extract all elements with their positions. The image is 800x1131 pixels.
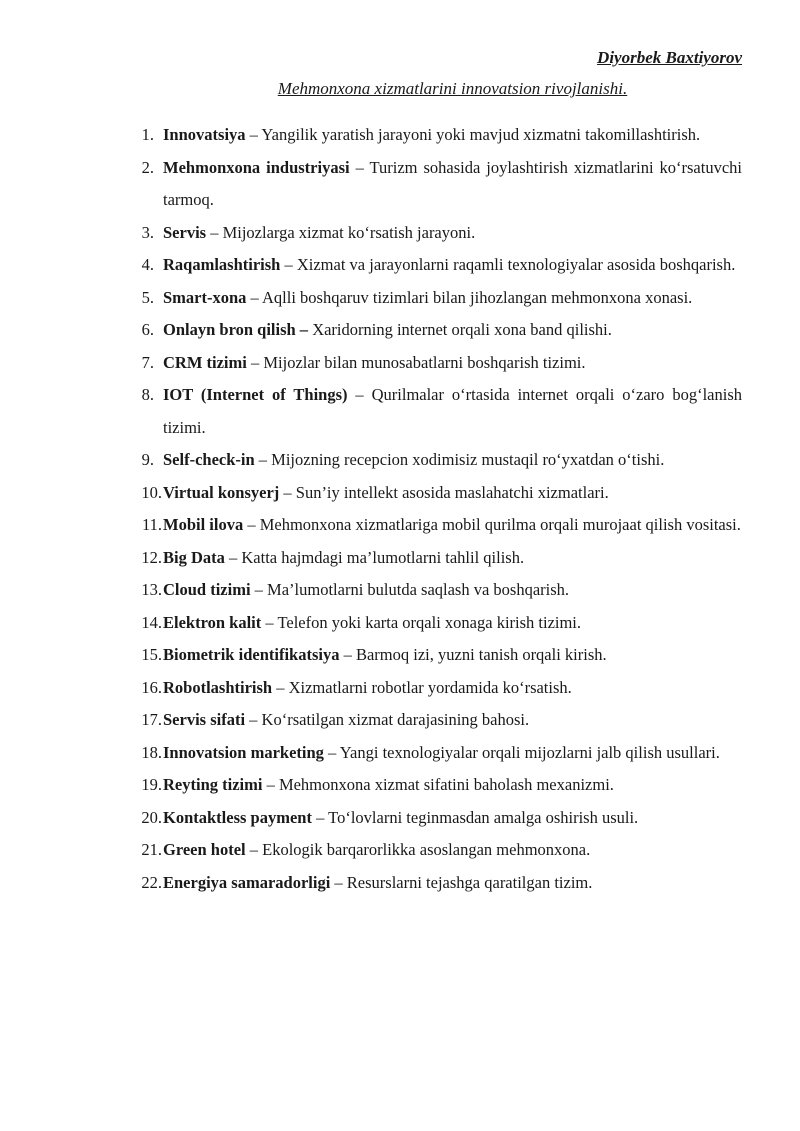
- term-name: Virtual konsyerj: [163, 482, 280, 502]
- term-separator: –: [224, 547, 242, 567]
- term-separator: –: [323, 742, 340, 762]
- term-number: 9.: [141, 450, 154, 469]
- term-name: Smart-xona: [163, 287, 247, 307]
- term-number: 3.: [141, 222, 154, 242]
- term-name: Innovatsiya: [163, 125, 246, 144]
- term-number: 16.: [141, 677, 162, 697]
- term-separator: –: [279, 482, 296, 502]
- term-number: 7.: [141, 352, 154, 372]
- term-separator: –: [272, 677, 289, 697]
- term-number: 13.: [141, 580, 162, 599]
- term-number: 21.: [141, 840, 162, 859]
- term-name: Onlayn bron qilish –: [163, 320, 309, 339]
- term-name: Biometrik identifikatsiya: [163, 645, 340, 664]
- term-item: [141, 574, 742, 607]
- term-name: Robotlashtirish: [163, 677, 273, 697]
- term-definition: Mijozlarga xizmat ko‘rsatish jarayoni.: [222, 222, 476, 242]
- term-item: [141, 119, 742, 152]
- term-name: Reyting tizimi: [163, 775, 263, 794]
- term-definition: Telefon yoki karta orqali xonaga kirish tizimi.: [277, 612, 582, 632]
- term-separator: –: [311, 807, 329, 827]
- term-name: Self-check-in: [163, 450, 255, 469]
- term-name: CRM tizimi: [163, 352, 247, 372]
- term-number: 19.: [141, 775, 162, 794]
- term-separator: –: [206, 222, 223, 242]
- term-item: [141, 769, 742, 802]
- term-item: [141, 834, 742, 867]
- term-item: [141, 217, 742, 250]
- term-definition: Sun’iy intellekt asosida maslahatchi xizmatlari.: [295, 482, 609, 502]
- term-separator: –: [245, 125, 262, 144]
- term-separator: –: [261, 612, 278, 632]
- term-item: [141, 802, 742, 835]
- term-number: 4.: [141, 255, 154, 274]
- term-name: IOT (Internet of Things): [163, 385, 348, 404]
- term-definition: Ma’lumotlarni bulutda saqlash va boshqarish.: [267, 580, 570, 599]
- term-separator: –: [245, 840, 263, 859]
- term-name: Servis: [163, 222, 207, 242]
- document-title: Mehmonxona xizmatlarini innovatsion rivojlanishi.: [277, 79, 628, 98]
- term-name: Big Data: [163, 547, 225, 567]
- term-name: Cloud tizimi: [163, 580, 251, 599]
- term-separator: –: [349, 157, 370, 177]
- term-name: Innovatsion marketing: [163, 742, 324, 762]
- term-separator: –: [339, 645, 356, 664]
- term-item: [141, 704, 742, 737]
- term-item: [141, 282, 742, 315]
- term-separator: –: [330, 872, 347, 892]
- term-separator: –: [246, 352, 264, 372]
- term-definition: Katta hajmdagi ma’lumotlarni tahlil qilish.: [241, 547, 525, 567]
- term-separator: –: [245, 710, 262, 729]
- term-item: [141, 639, 742, 672]
- term-name: Mehmonxona industriyasi: [163, 157, 350, 177]
- term-number: 20.: [141, 807, 162, 827]
- term-definition: Yangilik yaratish jarayoni yoki mavjud xizmatni takomillashtirish.: [261, 125, 701, 144]
- term-item: [141, 672, 742, 705]
- term-definition: Mehmonxona xizmatlariga mobil qurilma orqali murojaat qilish vositasi.: [259, 515, 741, 534]
- term-definition: Ko‘rsatilgan xizmat darajasining bahosi.: [261, 710, 530, 729]
- term-definition: Ekologik barqarorlikka asoslangan mehmonxona.: [262, 840, 591, 859]
- term-number: 11.: [141, 515, 162, 534]
- term-list: [0, 119, 800, 899]
- term-item: [141, 444, 742, 477]
- term-separator: –: [250, 580, 268, 599]
- term-number: 10.: [141, 482, 162, 502]
- term-item: [141, 737, 742, 770]
- term-separator: –: [347, 385, 372, 404]
- term-item: [141, 314, 742, 347]
- term-number: 6.: [141, 320, 154, 339]
- term-item: [141, 152, 742, 217]
- author-name: Diyorbek Baxtiyorov: [597, 48, 742, 67]
- term-definition: Xizmat va jarayonlarni raqamli texnologiyalar asosida boshqarish.: [296, 255, 736, 274]
- term-number: 22.: [141, 872, 162, 892]
- term-definition: Qurilmalar o‘rtasida internet orqali o‘zaro bog‘lanish tizimi.: [163, 385, 743, 437]
- term-name: Energiya samaradorligi: [163, 872, 331, 892]
- term-definition: Turizm sohasida joylashtirish xizmatlarini ko‘rsatuvchi tarmoq.: [163, 157, 742, 209]
- term-item: [141, 542, 742, 575]
- term-definition: Xaridorning internet orqali xona band qilishi.: [312, 320, 612, 339]
- term-separator: –: [243, 515, 260, 534]
- term-number: 17.: [141, 710, 162, 729]
- term-name: Kontaktless payment: [163, 807, 312, 827]
- term-separator: –: [254, 450, 272, 469]
- term-definition: Aqlli boshqaruv tizimlari bilan jihozlangan mehmonxona xonasi.: [262, 287, 693, 307]
- term-number: 15.: [141, 645, 162, 664]
- term-number: 14.: [141, 612, 162, 632]
- term-separator: –: [246, 287, 263, 307]
- term-definition: Mijozning recepcion xodimisiz mustaqil ro‘yxatdan o‘tishi.: [271, 450, 665, 469]
- term-item: [141, 477, 742, 510]
- term-separator: –: [280, 255, 297, 274]
- term-item: [141, 347, 742, 380]
- term-name: Raqamlashtirish: [163, 255, 281, 274]
- term-separator: –: [262, 775, 279, 794]
- term-definition: Resurslarni tejashga qaratilgan tizim.: [346, 872, 593, 892]
- term-item: [141, 607, 742, 640]
- term-number: 12.: [141, 547, 162, 567]
- term-number: 8.: [141, 385, 154, 404]
- term-number: 2.: [141, 157, 154, 177]
- term-item: [141, 249, 742, 282]
- term-definition: Mehmonxona xizmat sifatini baholash mexanizmi.: [278, 775, 614, 794]
- term-number: 1.: [141, 125, 154, 144]
- term-definition: To‘lovlarni teginmasdan amalga oshirish usuli.: [328, 807, 639, 827]
- term-name: Green hotel: [163, 840, 246, 859]
- term-item: [141, 379, 743, 444]
- term-number: 18.: [141, 742, 162, 762]
- term-definition: Mijozlar bilan munosabatlarni boshqarish tizimi.: [263, 352, 586, 372]
- term-name: Elektron kalit: [163, 612, 262, 632]
- term-name: Mobil ilova: [163, 515, 244, 534]
- term-definition: Xizmatlarni robotlar yordamida ko‘rsatish.: [288, 677, 572, 697]
- term-definition: Yangi texnologiyalar orqali mijozlarni jalb qilish usullari.: [339, 742, 720, 762]
- term-item: [141, 509, 742, 542]
- term-name: Servis sifati: [163, 710, 246, 729]
- term-item: [141, 867, 742, 900]
- term-number: 5.: [141, 287, 154, 307]
- term-definition: Barmoq izi, yuzni tanish orqali kirish.: [355, 645, 607, 664]
